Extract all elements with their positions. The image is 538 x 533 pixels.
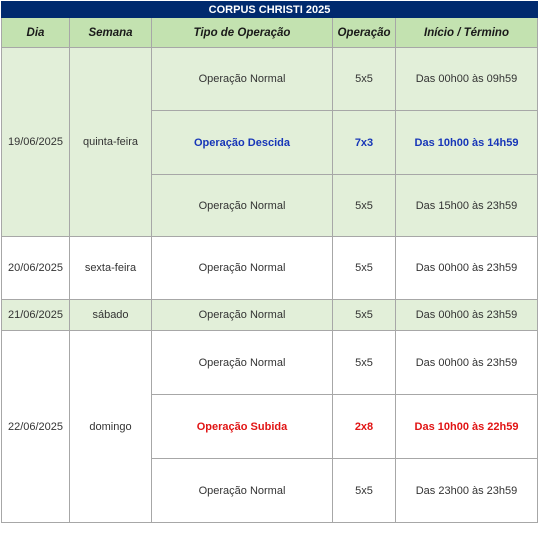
- weekday-cell: sábado: [70, 300, 152, 331]
- tipo-cell-descida: Operação Descida: [152, 111, 333, 175]
- tipo-cell: Operação Normal: [152, 237, 333, 300]
- horario-cell-descida: Das 10h00 às 14h59: [396, 111, 538, 175]
- tipo-cell: Operação Normal: [152, 459, 333, 523]
- tipo-cell: Operação Normal: [152, 331, 333, 395]
- horario-cell: Das 00h00 às 09h59: [396, 48, 538, 111]
- header-tipo: Tipo de Operação: [152, 18, 333, 48]
- table-title: CORPUS CHRISTI 2025: [2, 2, 538, 18]
- date-cell: 22/06/2025: [2, 331, 70, 523]
- header-semana: Semana: [70, 18, 152, 48]
- horario-cell-subida: Das 10h00 às 22h59: [396, 395, 538, 459]
- operacao-cell: 5x5: [333, 459, 396, 523]
- schedule-table: [1, 1, 538, 523]
- operacao-cell: 5x5: [333, 300, 396, 331]
- date-cell: 21/06/2025: [2, 300, 70, 331]
- horario-cell: Das 23h00 às 23h59: [396, 459, 538, 523]
- weekday-cell: quinta-feira: [70, 48, 152, 237]
- date-cell: 19/06/2025: [2, 48, 70, 237]
- header-dia: Dia: [2, 18, 70, 48]
- table-row: [2, 331, 538, 395]
- schedule-container: [1, 1, 537, 531]
- title-row: [2, 2, 538, 18]
- horario-cell: Das 00h00 às 23h59: [396, 300, 538, 331]
- operacao-cell: 5x5: [333, 48, 396, 111]
- weekday-cell: sexta-feira: [70, 237, 152, 300]
- operacao-cell-descida: 7x3: [333, 111, 396, 175]
- tipo-cell: Operação Normal: [152, 48, 333, 111]
- table-row: [2, 300, 538, 331]
- header-row: [2, 18, 538, 48]
- operacao-cell: 5x5: [333, 237, 396, 300]
- tipo-cell: Operação Normal: [152, 175, 333, 237]
- header-inicio-termino: Início / Término: [396, 18, 538, 48]
- header-operacao: Operação: [333, 18, 396, 48]
- weekday-cell: domingo: [70, 331, 152, 523]
- operacao-cell: 5x5: [333, 331, 396, 395]
- table-row: [2, 237, 538, 300]
- table-row: [2, 48, 538, 111]
- operacao-cell: 5x5: [333, 175, 396, 237]
- horario-cell: Das 00h00 às 23h59: [396, 237, 538, 300]
- horario-cell: Das 00h00 às 23h59: [396, 331, 538, 395]
- date-cell: 20/06/2025: [2, 237, 70, 300]
- operacao-cell-subida: 2x8: [333, 395, 396, 459]
- horario-cell: Das 15h00 às 23h59: [396, 175, 538, 237]
- tipo-cell-subida: Operação Subida: [152, 395, 333, 459]
- tipo-cell: Operação Normal: [152, 300, 333, 331]
